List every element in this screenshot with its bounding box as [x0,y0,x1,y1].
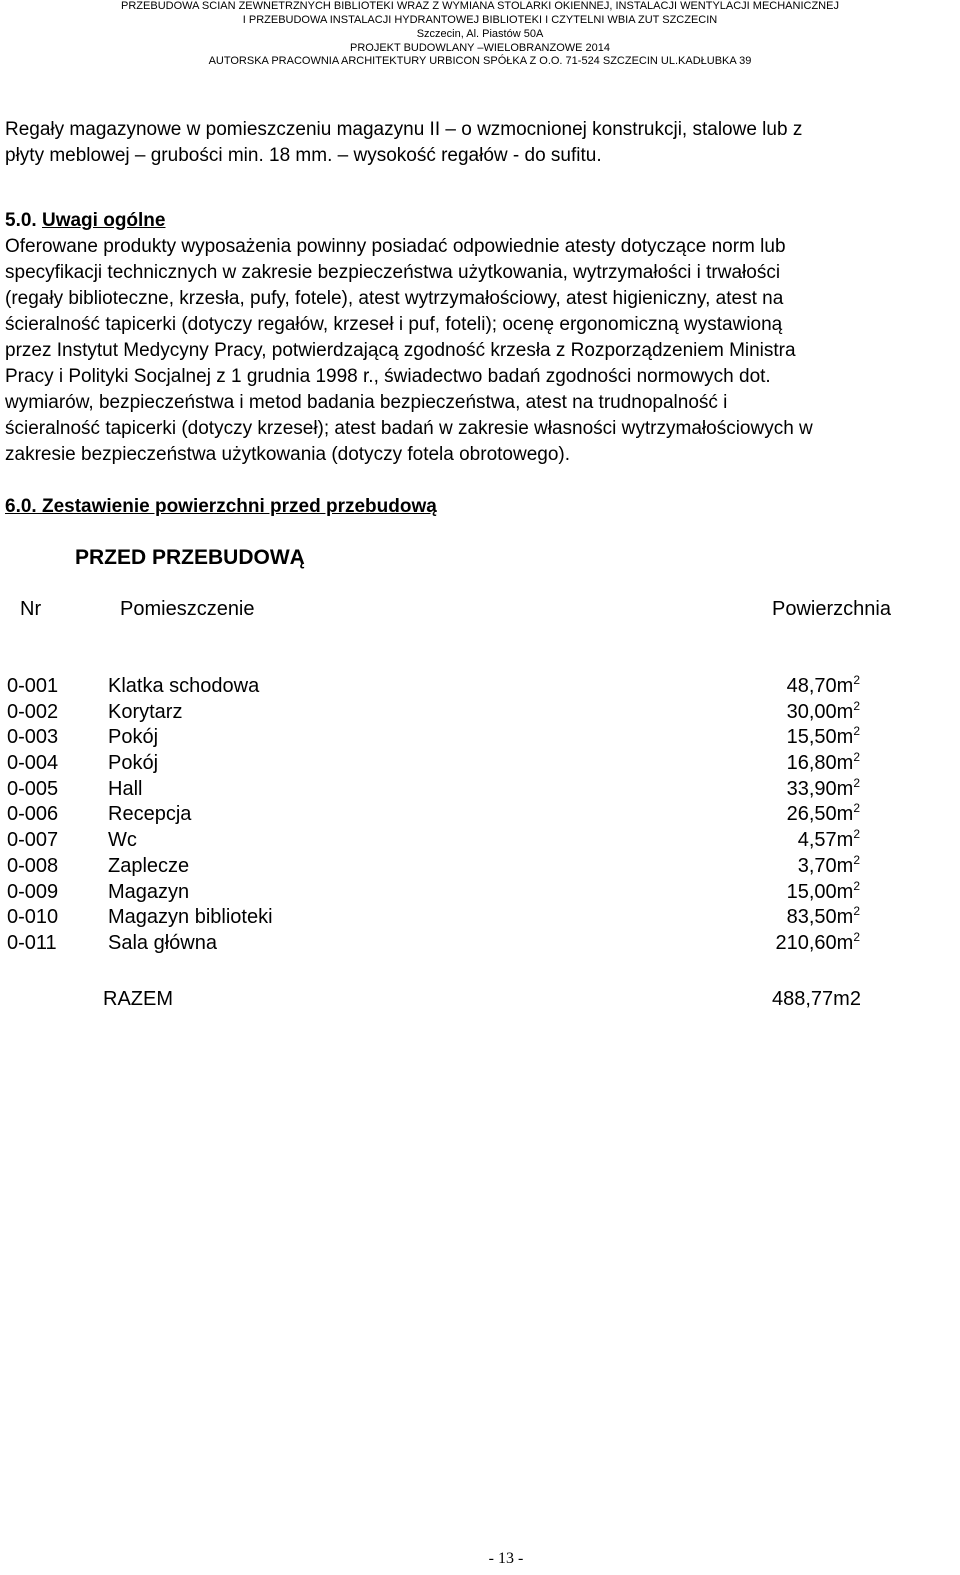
cell-room: Korytarz [108,701,183,723]
unit-exponent: 2 [853,879,860,893]
unit-exponent: 2 [853,750,860,764]
column-header-room: Pomieszczenie [120,598,255,620]
table-row [0,827,960,853]
table-subheading: PRZED PRZEBUDOWĄ [75,546,305,569]
cell-nr: 0-008 [7,855,59,877]
paragraph-line: Pracy i Polityki Socjalnej z 1 grudnia 1998 r., świadectwo badań zgodności normowych dot. [5,366,771,387]
cell-area [787,673,860,699]
table-row [0,699,960,725]
cell-nr: 0-005 [7,778,59,800]
area-value: 210,60m [775,932,854,954]
unit-exponent: 2 [853,699,860,713]
table-row [0,930,960,956]
paragraph-line: ścieralność tapicerki (dotyczy krzeseł); atest badań w zakresie własności wytrzymałościowych w [5,418,813,439]
paragraph-line: przez Instytut Medycyny Pracy, potwierdzającą zgodność krzesła z Rozporządzeniem Ministra [5,340,796,361]
area-value: 26,50m [786,803,854,825]
cell-nr: 0-004 [7,752,59,774]
unit-exponent: 2 [853,801,860,815]
cell-area [775,930,860,956]
unit-exponent: 2 [853,930,860,944]
area-value: 33,90m [786,778,854,800]
cell-area [798,827,860,853]
total-label: RAZEM [103,988,173,1010]
area-value: 30,00m [786,701,854,723]
section-number: 5.0. [5,210,42,231]
cell-room: Pokój [108,726,159,748]
cell-area [787,750,860,776]
header-line: AUTORSKA PRACOWNIA ARCHITEKTURY URBICON SPÓŁKA Z O.O. 71-524 SZCZECIN UL.KADŁUBKA 39 [208,55,752,67]
cell-room: Zaplecze [108,855,190,877]
cell-nr: 0-001 [7,675,59,697]
cell-room: Recepcja [108,803,192,825]
cell-area [787,776,860,802]
table-row [0,776,960,802]
table-row [0,724,960,750]
table-row [0,801,960,827]
unit-exponent: 2 [853,776,860,790]
unit-exponent: 2 [853,904,860,918]
paragraph-line: Oferowane produkty wyposażenia powinny posiadać odpowiednie atesty dotyczące norm lub [5,236,786,257]
area-value: 16,80m [786,752,854,774]
cell-room: Wc [108,829,137,851]
area-value: 48,70m [786,675,854,697]
cell-area [787,699,860,725]
cell-room: Klatka schodowa [108,675,260,697]
area-value: 4,57m [797,829,854,851]
cell-nr: 0-002 [7,701,59,723]
cell-room: Pokój [108,752,159,774]
unit-exponent: 2 [853,827,860,841]
unit-exponent: 2 [853,724,860,738]
cell-area [787,724,860,750]
area-value: 15,50m [786,726,854,748]
cell-area [787,801,860,827]
cell-area [787,904,860,930]
paragraph-line: zakresie bezpieczeństwa użytkowania (dotyczy fotela obrotowego). [5,444,571,465]
cell-room: Sala główna [108,932,217,954]
cell-nr: 0-007 [7,829,59,851]
area-value: 15,00m [786,881,854,903]
unit-exponent: 2 [853,853,860,867]
header-line: PRZEBUDOWA SCIAN ZEWNETRZNYCH BIBLIOTEKI WRAZ Z WYMIANA STOLARKI OKIENNEJ, INSTALACJI WENTYLACJI MECHANICZNEJ [121,0,839,12]
intro-paragraph-line: Regały magazynowe w pomieszczeniu magazynu II – o wzmocnionej konstrukcji, stalowe lub z [5,119,803,140]
header-line: I PRZEBUDOWA INSTALACJI HYDRANTOWEJ BIBLIOTEKI I CZYTELNI WBIA ZUT SZCZECIN [242,14,718,26]
total-value: 488,77m2 [772,988,861,1010]
unit-exponent: 2 [853,673,860,687]
table-row [0,750,960,776]
intro-paragraph-line: płyty meblowej – grubości min. 18 mm. – wysokość regałów - do sufitu. [5,145,602,166]
cell-nr: 0-011 [7,932,57,954]
section-title: Uwagi ogólne [41,210,166,231]
cell-nr: 0-009 [7,881,59,903]
paragraph-line: ścieralność tapicerki (dotyczy regałów, krzeseł i puf, foteli); ocenę ergonomiczną wystawioną [5,314,783,335]
area-value: 3,70m [797,855,854,877]
page-number: - 13 - [488,1550,524,1567]
cell-nr: 0-010 [7,906,59,928]
cell-area [798,853,860,879]
section-heading [5,208,165,234]
cell-room: Hall [108,778,143,800]
column-header-area: Powierzchnia [772,598,891,620]
table-row [0,673,960,699]
cell-nr: 0-003 [7,726,59,748]
column-header-nr: Nr [20,598,42,620]
table-row [0,904,960,930]
paragraph-line: (regały biblioteczne, krzesła, pufy, fotele), atest wytrzymałościowy, atest higieniczny, atest na [5,288,784,309]
table-row [0,879,960,905]
section-heading: 6.0. Zestawienie powierzchni przed przebudową [5,496,437,517]
header-line: Szczecin, Al. Piastów 50A [416,28,544,40]
table-row [0,853,960,879]
header-line: PROJEKT BUDOWLANY –WIELOBRANZOWE 2014 [350,42,610,54]
cell-room: Magazyn [108,881,190,903]
cell-room: Magazyn biblioteki [108,906,273,928]
cell-nr: 0-006 [7,803,59,825]
paragraph-line: specyfikacji technicznych w zakresie bezpieczeństwa użytkowania, wytrzymałości i trwałości [5,262,781,283]
cell-area [787,879,860,905]
paragraph-line: wymiarów, bezpieczeństwa i metod badania bezpieczeństwa, atest na trudnopalność i [5,392,728,413]
area-value: 83,50m [786,906,854,928]
